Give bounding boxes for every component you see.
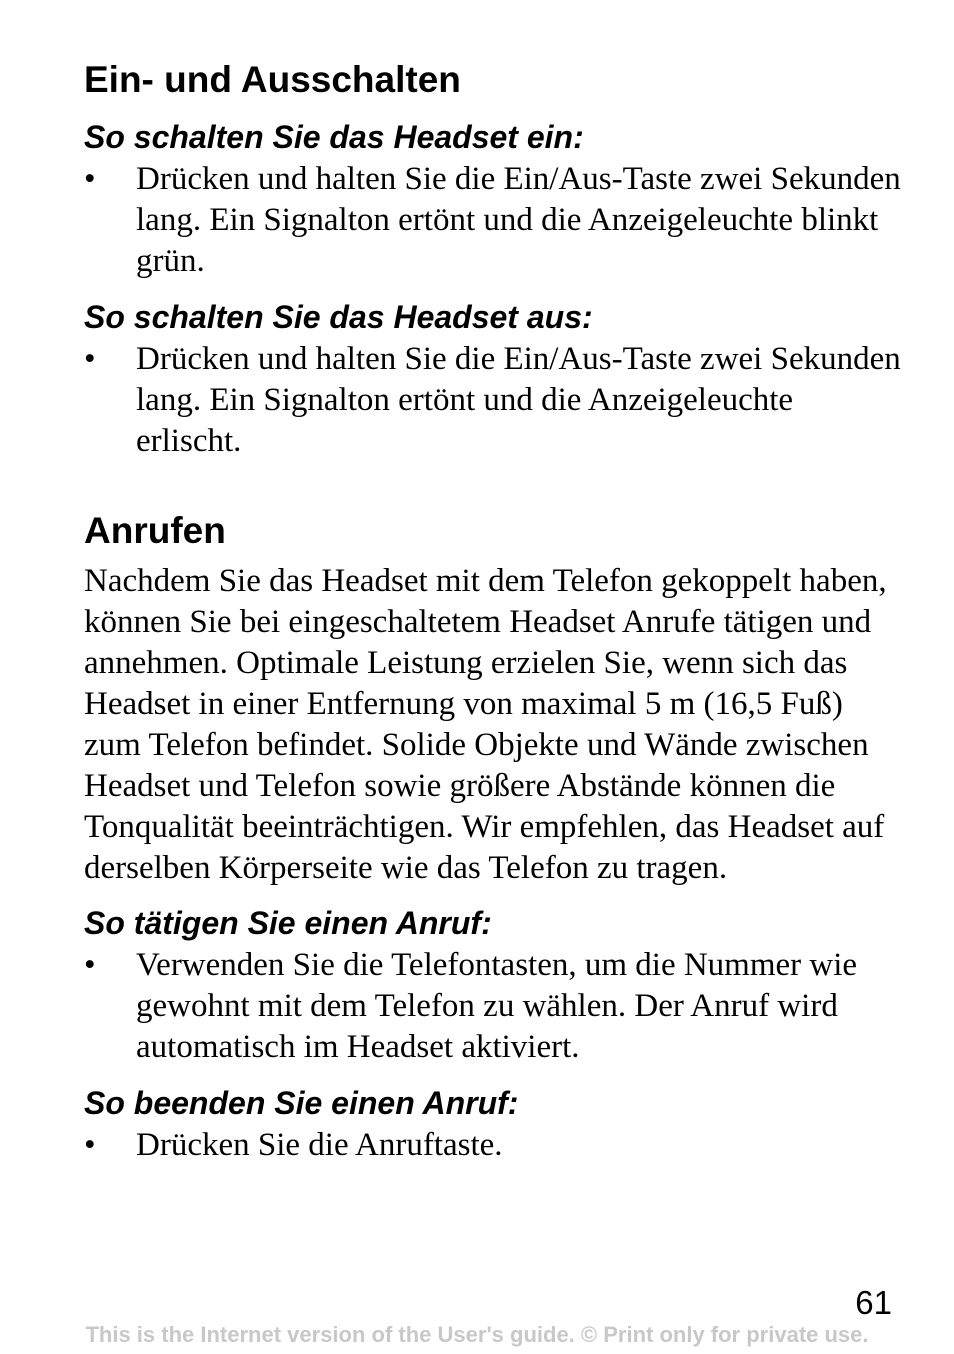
bullet-list-make-call (84, 945, 904, 1068)
list-item-text: Verwenden Sie die Telefontasten, um die Nummer wie gewohnt mit dem Telefon zu wählen. Der Anruf wird automatisch im Headset aktiviert. (136, 947, 858, 1065)
section-heading-power: Ein- und Ausschalten (84, 59, 461, 100)
list-item (84, 339, 904, 462)
bullet-list-end-call (84, 1125, 904, 1166)
bullet-icon: • (84, 341, 96, 377)
subheading-turn-off: So schalten Sie das Headset aus: (84, 299, 593, 335)
list-item (84, 159, 904, 282)
subheading-end-call: So beenden Sie einen Anruf: (84, 1085, 519, 1121)
bullet-icon: • (84, 1127, 96, 1163)
list-item-text: Drücken Sie die Anruftaste. (136, 1127, 503, 1163)
bullet-list-turn-off (84, 339, 904, 462)
bullet-icon: • (84, 161, 96, 197)
list-item-text: Drücken und halten Sie die Ein/Aus-Taste zwei Sekunden lang. Ein Signalton ertönt und die Anzeigeleuchte blinkt grün. (136, 161, 901, 279)
page-number: 61 (855, 1284, 892, 1321)
list-item (84, 945, 904, 1068)
list-item-text: Drücken und halten Sie die Ein/Aus-Taste zwei Sekunden lang. Ein Signalton ertönt und die Anzeigeleuchte erlischt. (136, 341, 901, 459)
subheading-turn-on: So schalten Sie das Headset ein: (84, 119, 584, 155)
intro-paragraph: Nachdem Sie das Headset mit dem Telefon gekoppelt haben, können Sie bei eingeschaltetem Headset Anrufe tätigen und annehmen. Optimale Leistung erzielen Sie, wenn sich das Headset in einer Entfernung von maximal 5 m (16,5 Fuß) zum Telefon befindet. Solide Objekte und Wände zwischen Headset und Telefon sowie größere Abstände können die Tonqualität beeinträchtigen. Wir empfehlen, das Headset auf derselben Körperseite wie das Telefon zu tragen. (84, 563, 887, 886)
bullet-list-turn-on (84, 159, 904, 282)
section-heading-calls: Anrufen (84, 510, 226, 551)
footer-notice: This is the Internet version of the User's guide. © Print only for private use. (85, 1322, 869, 1347)
document-page (84, 0, 904, 1166)
list-item (84, 1125, 904, 1166)
bullet-icon: • (84, 947, 96, 983)
subheading-make-call: So tätigen Sie einen Anruf: (84, 905, 492, 941)
